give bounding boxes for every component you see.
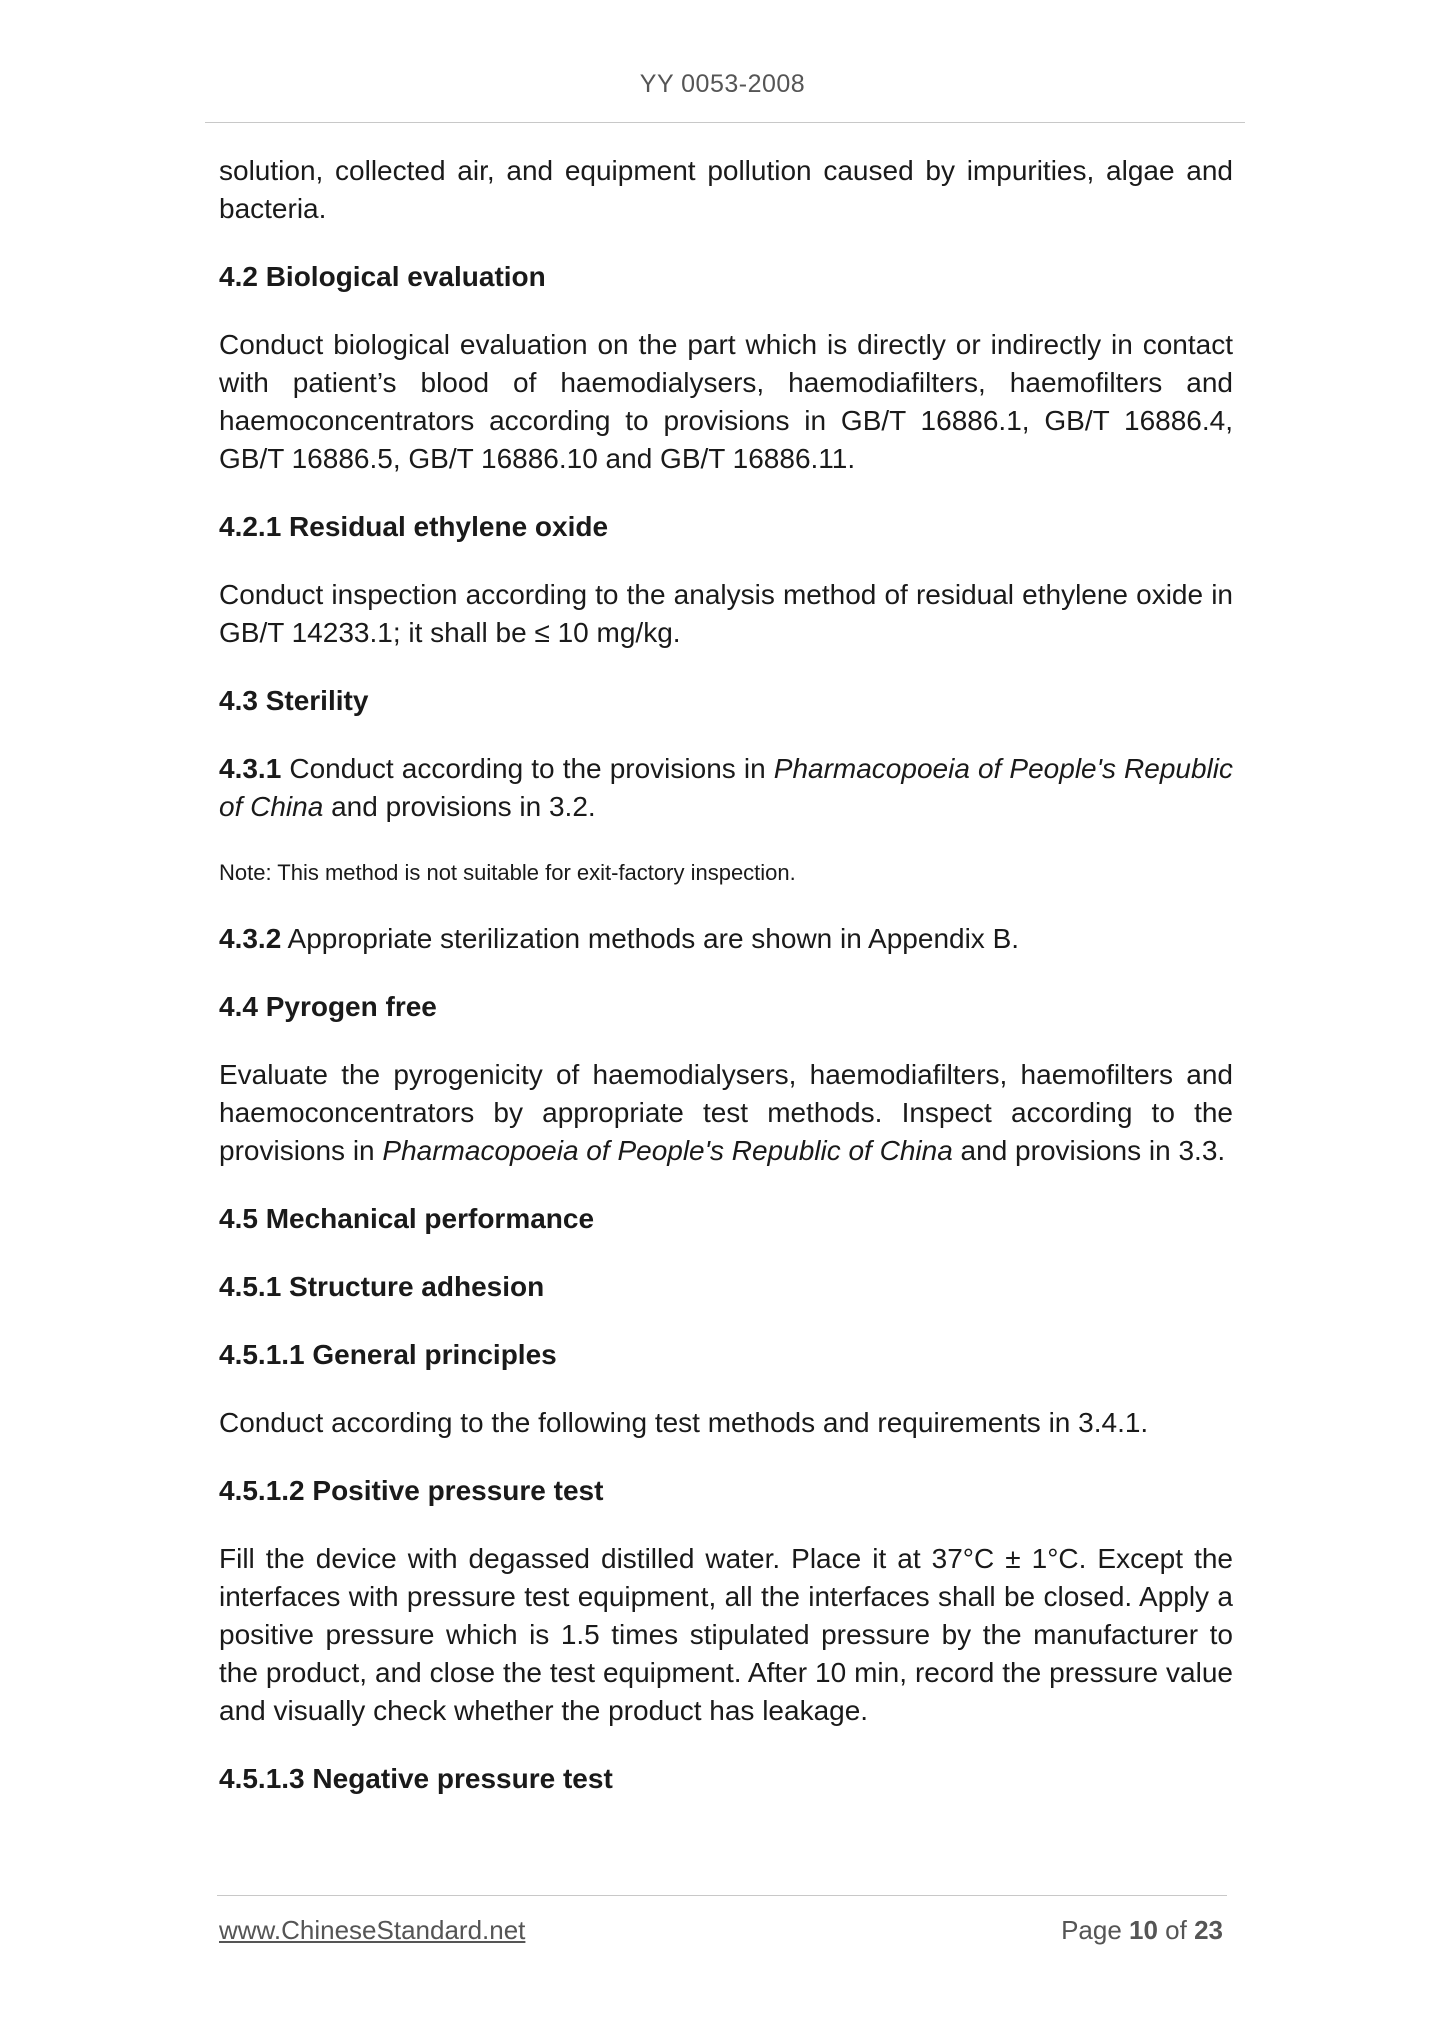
heading-4-5: 4.5 Mechanical performance: [219, 1203, 595, 1234]
clause-text: and provisions in 3.3.: [952, 1135, 1226, 1166]
page-of: of: [1157, 1915, 1195, 1945]
clause-text: Conduct according to the provisions in: [281, 753, 774, 784]
heading-4-4: 4.4 Pyrogen free: [219, 991, 437, 1022]
footer-divider: [217, 1895, 1227, 1896]
document-body: [219, 152, 1233, 1828]
clause-text: and provisions in 3.2.: [323, 791, 596, 822]
page-number: [1061, 1915, 1223, 1946]
page-current: 10: [1129, 1915, 1158, 1945]
clause-text: Evaluate the pyrogenicity of haemodialysers, haemodiafilters, haemofilters and haemoconcentrators by appropriate test methods. Inspect according to the provisions in: [219, 1059, 1233, 1166]
heading-4-5-1-1: 4.5.1.1 General principles: [219, 1339, 557, 1370]
header-divider: [205, 122, 1245, 123]
clause-number-4-3-2: 4.3.2: [219, 923, 282, 954]
paragraph-4-4: [219, 1056, 1233, 1170]
document-header: YY 0053-2008: [639, 70, 806, 98]
page-total: 23: [1194, 1915, 1223, 1945]
heading-4-5-1-3: 4.5.1.3 Negative pressure test: [219, 1763, 613, 1794]
heading-4-5-1: 4.5.1 Structure adhesion: [219, 1271, 545, 1302]
paragraph-4-5-1-2: Fill the device with degassed distilled water. Place it at 37°C ± 1°C. Except the interfaces with pressure test equipment, all the interfaces shall be closed. Apply a positive pressure which is 1.5 times stipulated pressure by the manufacturer to the product, and close the test equipment. After 10 min, record the pressure value and visually check whether the product has leakage.: [219, 1543, 1233, 1726]
reference-title: Pharmacopoeia of People's Republic of China: [382, 1135, 953, 1166]
paragraph-4-2: Conduct biological evaluation on the part which is directly or indirectly in contact with patient’s blood of haemodialysers, haemodiafilters, haemofilters and haemoconcentrators according to provisions in GB/T 16886.1, GB/T 16886.4, GB/T 16886.5, GB/T 16886.10 and GB/T 16886.11.: [219, 329, 1233, 474]
heading-4-5-1-2: 4.5.1.2 Positive pressure test: [219, 1475, 604, 1506]
heading-4-2: 4.2 Biological evaluation: [219, 261, 546, 292]
page-label: Page: [1061, 1915, 1130, 1945]
paragraph-4-3-1: [219, 750, 1233, 826]
heading-4-2-1: 4.2.1 Residual ethylene oxide: [219, 511, 609, 542]
note: Note: This method is not suitable for exit-factory inspection.: [219, 860, 796, 885]
reference-title: Pharmacopoeia of People's Republic of China: [219, 753, 1234, 822]
website-link[interactable]: www.ChineseStandard.net: [219, 1915, 526, 1945]
paragraph-4-5-1-1: Conduct according to the following test methods and requirements in 3.4.1.: [219, 1407, 1149, 1438]
paragraph-4-2-1: Conduct inspection according to the analysis method of residual ethylene oxide in GB/T 14233.1; it shall be ≤ 10 mg/kg.: [219, 579, 1233, 648]
heading-4-3: 4.3 Sterility: [219, 685, 369, 716]
paragraph-4-3-2: [219, 920, 1233, 958]
paragraph-continuation: solution, collected air, and equipment pollution caused by impurities, algae and bacteria.: [219, 155, 1233, 224]
clause-text: Appropriate sterilization methods are shown in Appendix B.: [281, 923, 1020, 954]
clause-number-4-3-1: 4.3.1: [219, 753, 282, 784]
